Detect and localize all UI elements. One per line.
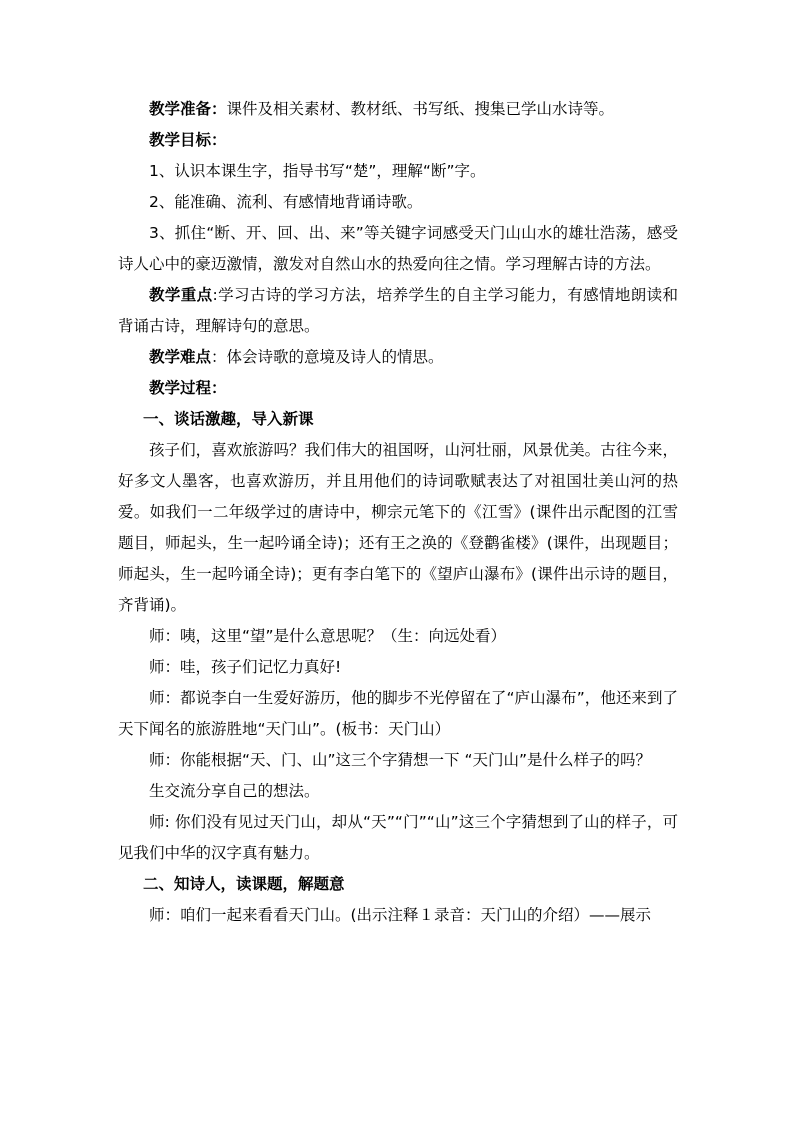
process-label: 教学过程： xyxy=(149,379,227,397)
section1-heading: 一、谈话激趣，导入新课 xyxy=(143,410,314,428)
difficulty-text: ：体会诗歌的意境及诗人的情思。 xyxy=(211,348,444,366)
goal-item: 3、抓住“断、开、回、出、来”等关键字词感受天门山山水的雄壮浩荡，感受诗人心中的豪迈激情，激发对自然山水的热爱向往之情。学习理解古诗的方法。 xyxy=(118,224,678,273)
goals-label-paragraph xyxy=(118,125,678,156)
section2-paragraph: 师：咱们一起来看看天门山。(出示注释１录音：天门山的介绍）——展示 xyxy=(149,906,652,924)
section1-paragraph: 师：咦，这里“望”是什么意思呢？（生：向远处看） xyxy=(149,627,507,645)
document-page xyxy=(118,94,678,931)
section1-paragraph: 孩子们，喜欢旅游吗？我们伟大的祖国呀，山河壮丽，风景优美。古往今来，好多文人墨客，也喜欢游历，并且用他们的诗词歌赋表达了对祖国壮美山河的热爱。如我们一二年级学过的唐诗中，柳宗元笔下的《江雪》(课件出示配图的江雪题目，师起头，生一起吟诵全诗)；还有王之涣的《登鹳雀楼》(课件，出现题目；师起头，生一起吟诵全诗)；更有李白笔下的《望庐山瀑布》(课件出示诗的题目，齐背诵)。 xyxy=(118,441,678,614)
difficulty-label: 教学难点 xyxy=(149,348,212,366)
process-paragraph xyxy=(118,373,678,404)
goals-label: 教学目标： xyxy=(149,131,227,149)
prep-text: 课件及相关素材、教材纸、书写纸、搜集已学山水诗等。 xyxy=(226,100,615,118)
section1-paragraph: 师：都说李白一生爱好游历，他的脚步不光停留在了“庐山瀑布”，他还来到了天下闻名的旅游胜地“天门山”。(板书：天门山） xyxy=(118,689,678,738)
prep-paragraph xyxy=(118,94,678,125)
goal-item: 1、认识本课生字，指导书写“楚”，理解“断”字。 xyxy=(149,162,486,180)
key-text: :学习古诗的学习方法，培养学生的自主学习能力，有感情地朗读和背诵古诗，理解诗句的意思。 xyxy=(118,286,678,335)
section1-paragraph: 生交流分享自己的想法。 xyxy=(149,782,320,800)
prep-label: 教学准备： xyxy=(149,100,227,118)
section1-paragraph: 师：哇，孩子们记忆力真好! xyxy=(149,658,342,676)
key-label: 教学重点 xyxy=(149,286,213,304)
difficulty-paragraph xyxy=(118,342,678,373)
goal-item: 2、能准确、流利、有感情地背诵诗歌。 xyxy=(149,193,423,211)
key-paragraph xyxy=(118,280,678,342)
section1-paragraph: 师: 你们没有见过天门山，却从“天”“门”“山”这三个字猜想到了山的样子，可见我们中华的汉字真有魅力。 xyxy=(118,813,678,862)
section1-paragraph: 师：你能根据“天、门、山”这三个字猜想一下 “天门山”是什么样子的吗？ xyxy=(149,751,652,769)
section2-heading: 二、知诗人，读课题，解题意 xyxy=(143,875,345,893)
